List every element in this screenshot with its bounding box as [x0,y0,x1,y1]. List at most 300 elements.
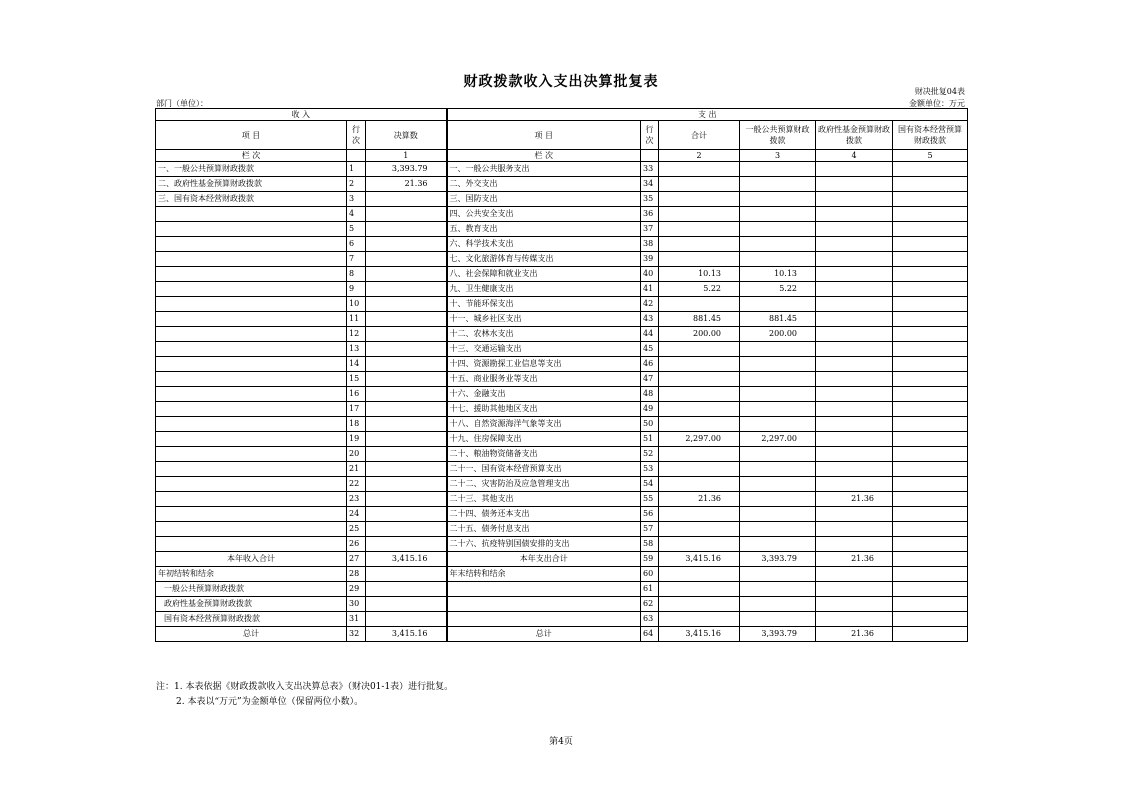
total-amount-cell: 10.13 [659,267,740,282]
general-budget-amount-cell: 5.22 [740,282,816,297]
general-budget-amount-cell [740,237,816,252]
income-row-no-cell: 20 [347,447,366,462]
final-amount-cell [366,597,447,612]
general-budget-amount-cell: 881.45 [740,312,816,327]
final-amount-cell [366,372,447,387]
table-row [156,552,968,567]
general-budget-amount-cell [740,192,816,207]
expense-item-cell: 八、社会保障和就业支出 [447,267,641,282]
gov-fund-amount-cell: 21.36 [816,492,893,507]
general-budget-amount-cell [740,342,816,357]
general-budget-amount-cell: 3,393.79 [740,627,816,642]
general-budget-amount-cell: 10.13 [740,267,816,282]
expense-row-no-cell: 39 [641,252,659,267]
gov-fund-amount-cell [816,342,893,357]
income-item-cell: 一、一般公共预算财政拨款 [156,162,347,177]
total-amount-cell [659,357,740,372]
total-amount-cell: 3,415.16 [659,552,740,567]
total-amount-cell: 200.00 [659,327,740,342]
final-amount-cell [366,207,447,222]
general-budget-amount-cell [740,372,816,387]
column-number-5: 5 [893,150,968,162]
expense-item-cell: 十五、商业服务业等支出 [447,372,641,387]
expense-row-no-cell: 54 [641,477,659,492]
table-row [156,177,968,192]
income-item-cell: 政府性基金预算财政拨款 [156,597,347,612]
income-row-no-cell: 11 [347,312,366,327]
expense-item-cell: 二十六、抗疫特别国债安排的支出 [447,537,641,552]
expense-row-no-cell: 48 [641,387,659,402]
total-amount-cell [659,597,740,612]
general-budget-amount-cell [740,462,816,477]
total-amount-cell [659,402,740,417]
state-capital-amount-cell [893,387,968,402]
total-amount-cell [659,417,740,432]
expense-item-cell: 一、一般公共服务支出 [447,162,641,177]
table-row [156,567,968,582]
general-budget-amount-cell [740,522,816,537]
expense-item-cell: 十六、金融支出 [447,387,641,402]
expense-column-empty [641,150,659,162]
expense-row-no-cell: 49 [641,402,659,417]
gov-fund-amount-cell: 21.36 [816,552,893,567]
state-capital-amount-cell [893,207,968,222]
income-row-no-cell: 4 [347,207,366,222]
total-amount-cell [659,537,740,552]
gov-fund-amount-cell [816,387,893,402]
gov-fund-header: 政府性基金预算财政拨款 [816,121,893,150]
gov-fund-amount-cell [816,252,893,267]
final-amount-cell [366,522,447,537]
income-row-no-cell: 9 [347,282,366,297]
gov-fund-amount-cell [816,222,893,237]
income-row-no-cell: 18 [347,417,366,432]
gov-fund-amount-cell [816,477,893,492]
income-item-cell [156,432,347,447]
table-row [156,522,968,537]
income-row-no-cell: 29 [347,582,366,597]
state-capital-amount-cell [893,507,968,522]
table-row [156,192,968,207]
table-row [156,387,968,402]
expense-item-cell: 十一、城乡社区支出 [447,312,641,327]
expense-row-no-header: 行次 [641,121,659,150]
income-row-no-cell: 21 [347,462,366,477]
general-budget-amount-cell [740,537,816,552]
expense-item-cell [447,612,641,627]
expense-item-cell: 十、节能环保支出 [447,297,641,312]
notes [156,680,453,710]
expense-item-cell: 二十、粮油物资储备支出 [447,447,641,462]
income-row-no-cell: 24 [347,507,366,522]
income-row-no-cell: 25 [347,522,366,537]
gov-fund-amount-cell [816,312,893,327]
expense-row-no-cell: 60 [641,567,659,582]
state-capital-amount-cell [893,432,968,447]
column-header-row [156,121,968,150]
income-row-no-cell: 15 [347,372,366,387]
income-item-header: 项 目 [156,121,347,150]
final-amount-cell [366,537,447,552]
income-item-cell [156,417,347,432]
table-row [156,597,968,612]
expense-row-no-cell: 52 [641,447,659,462]
income-item-cell [156,537,347,552]
income-row-no-cell: 13 [347,342,366,357]
state-capital-amount-cell [893,162,968,177]
general-budget-amount-cell: 3,393.79 [740,552,816,567]
state-capital-amount-cell [893,222,968,237]
total-amount-cell [659,342,740,357]
final-amount-cell [366,222,447,237]
form-number: 财决批复04表 [914,87,965,96]
income-item-cell: 年初结转和结余 [156,567,347,582]
state-capital-amount-cell [893,612,968,627]
income-item-cell: 二、政府性基金预算财政拨款 [156,177,347,192]
final-amount-cell [366,462,447,477]
expense-item-cell: 十三、交通运输支出 [447,342,641,357]
final-amount-cell: 3,415.16 [366,627,447,642]
gov-fund-amount-cell [816,417,893,432]
income-row-no-cell: 30 [347,597,366,612]
table-row [156,417,968,432]
note-line-1: 注：1. 本表依据《财政拨款收入支出决算总表》（财决01-1表）进行批复。 [156,682,454,692]
income-item-cell [156,342,347,357]
income-row-no-cell: 12 [347,327,366,342]
state-capital-amount-cell [893,297,968,312]
state-capital-amount-cell [893,342,968,357]
income-row-no-cell: 23 [347,492,366,507]
expense-item-cell: 四、公共安全支出 [447,207,641,222]
total-amount-cell [659,297,740,312]
expense-row-no-cell: 53 [641,462,659,477]
expense-item-cell [447,597,641,612]
state-capital-amount-cell [893,282,968,297]
general-budget-amount-cell [740,222,816,237]
general-budget-amount-cell [740,492,816,507]
income-row-no-cell: 7 [347,252,366,267]
expense-row-no-cell: 44 [641,327,659,342]
final-amount-cell [366,567,447,582]
income-item-cell [156,522,347,537]
income-item-cell [156,237,347,252]
income-item-cell [156,282,347,297]
gov-fund-amount-cell [816,207,893,222]
total-amount-cell: 3,415.16 [659,627,740,642]
expense-item-header: 项 目 [447,121,641,150]
total-header: 合计 [659,121,740,150]
expense-item-cell: 本年支出合计 [447,552,641,567]
income-item-cell [156,507,347,522]
gov-fund-amount-cell: 21.36 [816,627,893,642]
expense-row-no-cell: 50 [641,417,659,432]
table-row [156,222,968,237]
expense-row-no-cell: 47 [641,372,659,387]
income-row-no-cell: 14 [347,357,366,372]
income-item-cell [156,267,347,282]
income-row-no-cell: 31 [347,612,366,627]
final-amount-cell [366,252,447,267]
total-amount-cell [659,522,740,537]
income-row-no-cell: 5 [347,222,366,237]
column-number-3: 3 [740,150,816,162]
expense-row-no-cell: 34 [641,177,659,192]
gov-fund-amount-cell [816,162,893,177]
total-amount-cell [659,162,740,177]
state-capital-amount-cell [893,312,968,327]
page-number: 第4页 [549,737,573,747]
state-capital-amount-cell [893,492,968,507]
expense-row-no-cell: 62 [641,597,659,612]
general-budget-amount-cell [740,567,816,582]
state-capital-amount-cell [893,582,968,597]
expense-row-no-cell: 56 [641,507,659,522]
expense-item-cell: 二十二、灾害防治及应急管理支出 [447,477,641,492]
expense-item-cell: 二十五、债务付息支出 [447,522,641,537]
income-item-cell [156,372,347,387]
gov-fund-amount-cell [816,297,893,312]
expense-row-no-cell: 35 [641,192,659,207]
section-header-row [156,109,968,121]
gov-fund-amount-cell [816,357,893,372]
state-capital-amount-cell [893,627,968,642]
total-amount-cell [659,387,740,402]
table-row [156,267,968,282]
gov-fund-amount-cell [816,432,893,447]
note-line-2: 2. 本表以“万元”为金额单位（保留两位小数）。 [176,697,364,707]
general-budget-amount-cell [740,357,816,372]
final-amount-cell [366,267,447,282]
state-capital-amount-cell [893,192,968,207]
general-budget-amount-cell [740,252,816,267]
income-item-cell [156,222,347,237]
income-section-header: 收 入 [156,109,447,121]
income-item-cell [156,312,347,327]
expense-item-cell [447,582,641,597]
total-amount-cell [659,612,740,627]
table-row [156,237,968,252]
income-row-no-header: 行次 [347,121,366,150]
income-item-cell [156,462,347,477]
income-column-empty [347,150,366,162]
expense-item-cell: 二十四、债务还本支出 [447,507,641,522]
expense-row-no-cell: 57 [641,522,659,537]
state-capital-amount-cell [893,267,968,282]
total-amount-cell: 5.22 [659,282,740,297]
state-capital-amount-cell [893,417,968,432]
expense-row-no-cell: 51 [641,432,659,447]
total-amount-cell [659,252,740,267]
page-title: 财政拨款收入支出决算批复表 [463,74,659,90]
income-item-cell: 总计 [156,627,347,642]
total-amount-cell [659,567,740,582]
table-row [156,507,968,522]
table-row [156,582,968,597]
column-number-4: 4 [816,150,893,162]
total-amount-cell: 21.36 [659,492,740,507]
total-amount-cell [659,462,740,477]
column-number-row [156,150,968,162]
expense-row-no-cell: 38 [641,237,659,252]
gov-fund-amount-cell [816,282,893,297]
general-budget-amount-cell [740,162,816,177]
final-amount-cell [366,477,447,492]
final-amount-cell [366,492,447,507]
expense-item-cell: 年末结转和结余 [447,567,641,582]
expense-item-cell: 六、科学技术支出 [447,237,641,252]
income-item-cell [156,357,347,372]
expense-item-cell: 十二、农林水支出 [447,327,641,342]
final-amount-cell [366,237,447,252]
state-capital-amount-cell [893,327,968,342]
table-row [156,537,968,552]
final-amount-cell [366,192,447,207]
expense-row-no-cell: 36 [641,207,659,222]
total-amount-cell: 2,297.00 [659,432,740,447]
state-capital-amount-cell [893,597,968,612]
income-item-cell [156,447,347,462]
expense-section-header: 支 出 [447,109,968,121]
expense-row-no-cell: 40 [641,267,659,282]
total-amount-cell [659,582,740,597]
income-item-cell [156,477,347,492]
final-amount-cell [366,447,447,462]
final-amount-header: 决算数 [366,121,447,150]
expense-item-cell: 十七、援助其他地区支出 [447,402,641,417]
table-row [156,282,968,297]
table-row [156,297,968,312]
state-capital-amount-cell [893,462,968,477]
gov-fund-amount-cell [816,447,893,462]
expense-item-cell: 二、外交支出 [447,177,641,192]
gov-fund-amount-cell [816,327,893,342]
general-budget-amount-cell [740,477,816,492]
gov-fund-amount-cell [816,192,893,207]
table-row [156,492,968,507]
general-budget-header: 一般公共预算财政拨款 [740,121,816,150]
state-capital-amount-cell [893,567,968,582]
expense-row-no-cell: 46 [641,357,659,372]
final-amount-cell: 3,393.79 [366,162,447,177]
general-budget-amount-cell: 2,297.00 [740,432,816,447]
state-capital-amount-cell [893,237,968,252]
table-row [156,477,968,492]
expense-item-cell: 二十一、国有资本经营预算支出 [447,462,641,477]
final-amount-cell [366,417,447,432]
income-item-cell [156,402,347,417]
general-budget-amount-cell [740,207,816,222]
table-row [156,312,968,327]
table-row [156,462,968,477]
expense-item-cell: 十四、资源勘探工业信息等支出 [447,357,641,372]
total-amount-cell [659,177,740,192]
gov-fund-amount-cell [816,237,893,252]
general-budget-amount-cell [740,177,816,192]
table-row [156,402,968,417]
income-row-no-cell: 32 [347,627,366,642]
income-row-no-cell: 16 [347,387,366,402]
expense-row-no-cell: 41 [641,282,659,297]
gov-fund-amount-cell [816,567,893,582]
gov-fund-amount-cell [816,537,893,552]
gov-fund-amount-cell [816,372,893,387]
income-item-cell [156,327,347,342]
expense-row-no-cell: 63 [641,612,659,627]
state-capital-amount-cell [893,402,968,417]
income-row-no-cell: 2 [347,177,366,192]
expense-row-no-cell: 43 [641,312,659,327]
table-row [156,432,968,447]
gov-fund-amount-cell [816,507,893,522]
total-amount-cell [659,477,740,492]
gov-fund-amount-cell [816,522,893,537]
general-budget-amount-cell [740,402,816,417]
table-row [156,252,968,267]
gov-fund-amount-cell [816,177,893,192]
expense-item-cell: 七、文化旅游体育与传媒支出 [447,252,641,267]
table-row [156,372,968,387]
total-amount-cell: 881.45 [659,312,740,327]
final-amount-cell: 21.36 [366,177,447,192]
final-amount-cell [366,342,447,357]
income-row-no-cell: 3 [347,192,366,207]
state-capital-amount-cell [893,357,968,372]
total-amount-cell [659,237,740,252]
expense-item-cell: 总计 [447,627,641,642]
gov-fund-amount-cell [816,462,893,477]
income-item-cell: 国有资本经营预算财政拨款 [156,612,347,627]
income-row-no-cell: 28 [347,567,366,582]
total-amount-cell [659,192,740,207]
gov-fund-amount-cell [816,597,893,612]
income-row-no-cell: 10 [347,297,366,312]
income-row-no-cell: 19 [347,432,366,447]
total-amount-cell [659,372,740,387]
expense-item-cell: 十八、自然资源海洋气象等支出 [447,417,641,432]
final-amount-cell [366,612,447,627]
general-budget-amount-cell [740,417,816,432]
table-row [156,627,968,642]
general-budget-amount-cell [740,387,816,402]
final-amount-cell [366,402,447,417]
general-budget-amount-cell [740,297,816,312]
income-column-label: 栏 次 [156,150,347,162]
state-capital-header: 国有资本经营预算财政拨款 [893,121,968,150]
budget-table [155,108,968,642]
income-item-cell [156,297,347,312]
income-item-cell: 三、国有资本经营财政拨款 [156,192,347,207]
state-capital-amount-cell [893,372,968,387]
income-row-no-cell: 8 [347,267,366,282]
final-amount-cell [366,297,447,312]
table-row [156,447,968,462]
income-row-no-cell: 1 [347,162,366,177]
gov-fund-amount-cell [816,267,893,282]
expense-row-no-cell: 33 [641,162,659,177]
final-amount-cell [366,282,447,297]
table-row [156,612,968,627]
amount-unit: 金额单位：万元 [909,99,965,108]
income-row-no-cell: 17 [347,402,366,417]
income-row-no-cell: 26 [347,537,366,552]
income-item-cell [156,252,347,267]
gov-fund-amount-cell [816,582,893,597]
general-budget-amount-cell [740,582,816,597]
final-amount-cell [366,432,447,447]
income-item-cell [156,387,347,402]
gov-fund-amount-cell [816,612,893,627]
expense-item-cell: 五、教育支出 [447,222,641,237]
